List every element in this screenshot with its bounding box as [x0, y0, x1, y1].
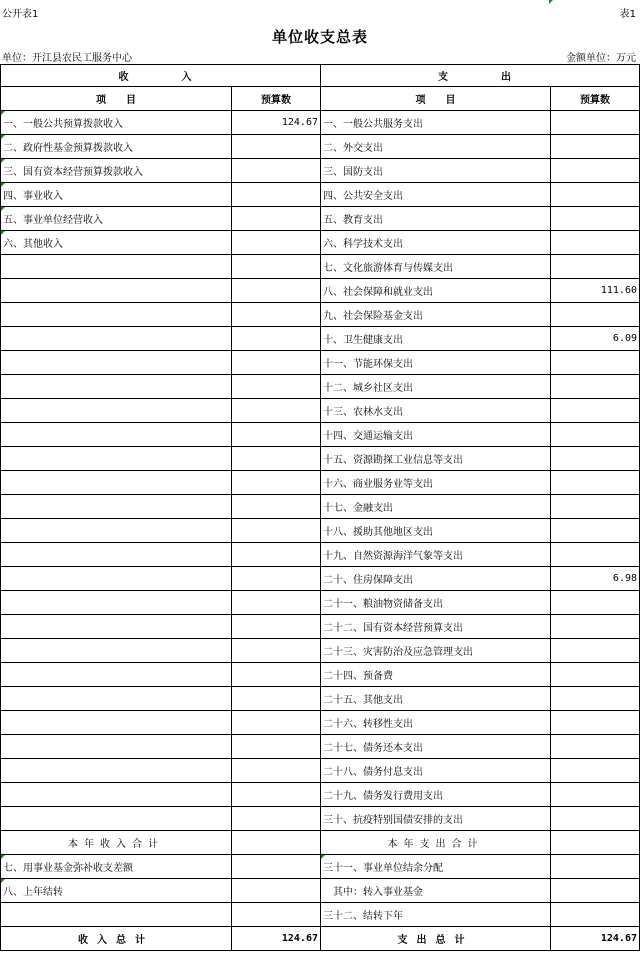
income-item-label [1, 663, 232, 687]
expense-subtotal-label: 本年支出合计 [321, 831, 551, 855]
expense-item-label: 五、教育支出 [321, 207, 551, 231]
income-item-header: 项 目 [1, 87, 232, 111]
expense-item-label: 二十八、债务付息支出 [321, 759, 551, 783]
table-row [1, 327, 640, 351]
income-section-header: 收 入 [1, 65, 321, 87]
income-item-amount [232, 303, 321, 327]
expense-item-label: 二十、住房保障支出 [321, 567, 551, 591]
table-row [1, 447, 640, 471]
expense-item-amount [551, 255, 640, 279]
income-item-label: 五、事业单位经营收入 [1, 207, 232, 231]
expense-item-label: 二十三、灾害防治及应急管理支出 [321, 639, 551, 663]
expense-item-amount [551, 471, 640, 495]
expense-item-amount [551, 615, 640, 639]
expense-item-label: 三、国防支出 [321, 159, 551, 183]
income-item-amount [232, 687, 321, 711]
income-item-amount [232, 375, 321, 399]
expense-item-label: 二十六、转移性支出 [321, 711, 551, 735]
income-item-label [1, 591, 232, 615]
income-item-label [1, 639, 232, 663]
income-item-label [1, 447, 232, 471]
income-item-label [1, 711, 232, 735]
income-item-amount [232, 855, 321, 879]
income-budget-header: 预算数 [232, 87, 321, 111]
expense-item-amount: 6.09 [551, 327, 640, 351]
table-row [1, 255, 640, 279]
income-item-label [1, 735, 232, 759]
income-item-label [1, 495, 232, 519]
expense-total-label: 支出总计 [321, 927, 551, 951]
amount-unit: 金额单位：万元 [566, 53, 636, 64]
expense-item-amount [551, 399, 640, 423]
table-row [1, 615, 640, 639]
cell-marker [549, 0, 553, 4]
income-item-amount [232, 255, 321, 279]
expense-item-amount [551, 183, 640, 207]
income-item-label: 六、其他收入 [1, 231, 232, 255]
income-item-amount [232, 447, 321, 471]
income-item-amount [232, 207, 321, 231]
expense-item-label: 三十、抗疫特别国债安排的支出 [321, 807, 551, 831]
income-item-label [1, 759, 232, 783]
table-row [1, 471, 640, 495]
table-row [1, 519, 640, 543]
income-item-label [1, 423, 232, 447]
income-item-label [1, 471, 232, 495]
page-title: 单位收支总表 [271, 28, 368, 46]
income-item-amount [232, 231, 321, 255]
expense-item-label: 十、卫生健康支出 [321, 327, 551, 351]
income-item-amount [232, 135, 321, 159]
expense-item-amount [551, 135, 640, 159]
income-item-amount [232, 735, 321, 759]
table-row [1, 687, 640, 711]
income-item-label: 四、事业收入 [1, 183, 232, 207]
expense-item-label: 十一、节能环保支出 [321, 351, 551, 375]
expense-item-amount [551, 783, 640, 807]
income-item-amount [232, 783, 321, 807]
table-row [1, 903, 640, 927]
income-item-amount [232, 183, 321, 207]
expense-item-amount [551, 759, 640, 783]
income-item-label: 八、上年结转 [1, 879, 232, 903]
income-item-amount [232, 879, 321, 903]
table-row [1, 231, 640, 255]
expense-item-label: 三十二、结转下年 [321, 903, 551, 927]
income-item-amount [232, 807, 321, 831]
table-row [1, 711, 640, 735]
expense-item-amount [551, 879, 640, 903]
expense-item-label: 三十一、事业单位结余分配 [321, 855, 551, 879]
table-row [1, 567, 640, 591]
expense-item-amount [551, 303, 640, 327]
section-header-row [1, 65, 640, 87]
income-item-amount [232, 543, 321, 567]
income-item-label [1, 687, 232, 711]
expense-item-label: 四、公共安全支出 [321, 183, 551, 207]
expense-item-amount [551, 159, 640, 183]
expense-item-label: 二十一、粮油物资储备支出 [321, 591, 551, 615]
income-item-label: 七、用事业基金弥补收支差额 [1, 855, 232, 879]
budget-table [0, 64, 640, 951]
table-row [1, 135, 640, 159]
expense-item-amount [551, 495, 640, 519]
expense-item-label: 二十二、国有资本经营预算支出 [321, 615, 551, 639]
expense-item-label: 十二、城乡社区支出 [321, 375, 551, 399]
expense-item-label: 十八、援助其他地区支出 [321, 519, 551, 543]
expense-item-label: 二、外交支出 [321, 135, 551, 159]
expense-item-amount [551, 375, 640, 399]
income-item-amount [232, 495, 321, 519]
income-total-amount: 124.67 [232, 927, 321, 951]
income-item-label: 三、国有资本经营预算拨款收入 [1, 159, 232, 183]
income-item-label [1, 783, 232, 807]
income-item-label [1, 567, 232, 591]
income-item-label: 一、一般公共预算拨款收入 [1, 111, 232, 135]
subtotal-row [1, 831, 640, 855]
expense-item-amount [551, 903, 640, 927]
income-item-amount [232, 903, 321, 927]
expense-item-amount [551, 447, 640, 471]
table-row [1, 375, 640, 399]
table-row [1, 663, 640, 687]
income-item-label [1, 807, 232, 831]
table-row [1, 159, 640, 183]
expense-item-label: 十六、商业服务业等支出 [321, 471, 551, 495]
income-item-label [1, 399, 232, 423]
expense-item-label: 十三、农林水支出 [321, 399, 551, 423]
table-row [1, 111, 640, 135]
expense-item-label: 二十七、债务还本支出 [321, 735, 551, 759]
income-item-amount [232, 759, 321, 783]
income-item-amount: 124.67 [232, 111, 321, 135]
table-row [1, 543, 640, 567]
table-row [1, 591, 640, 615]
income-item-label [1, 327, 232, 351]
expense-item-label: 九、社会保险基金支出 [321, 303, 551, 327]
expense-item-amount [551, 711, 640, 735]
expense-item-amount [551, 543, 640, 567]
income-item-label [1, 615, 232, 639]
income-item-amount [232, 663, 321, 687]
income-item-amount [232, 423, 321, 447]
expense-item-amount [551, 231, 640, 255]
expense-item-label: 二十四、预备费 [321, 663, 551, 687]
income-item-label: 二、政府性基金预算拨款收入 [1, 135, 232, 159]
expense-item-label: 七、文化旅游体育与传媒支出 [321, 255, 551, 279]
income-item-amount [232, 279, 321, 303]
table-row [1, 735, 640, 759]
expense-item-label: 十九、自然资源海洋气象等支出 [321, 543, 551, 567]
table-row [1, 783, 640, 807]
table-row [1, 639, 640, 663]
income-item-label [1, 903, 232, 927]
expense-item-header: 项 目 [321, 87, 551, 111]
income-item-amount [232, 159, 321, 183]
table-row [1, 399, 640, 423]
table-row [1, 879, 640, 903]
expense-section-header: 支 出 [321, 65, 640, 87]
table-row [1, 183, 640, 207]
table-row [1, 423, 640, 447]
column-header-row [1, 87, 640, 111]
expense-item-amount [551, 663, 640, 687]
table-row [1, 279, 640, 303]
table-row [1, 495, 640, 519]
expense-item-label: 十五、资源勘探工业信息等支出 [321, 447, 551, 471]
expense-item-amount [551, 639, 640, 663]
table-row [1, 807, 640, 831]
unit-name: 单位：开江县农民工服务中心 [2, 53, 132, 64]
expense-budget-header: 预算数 [551, 87, 640, 111]
income-item-amount [232, 519, 321, 543]
income-item-amount [232, 351, 321, 375]
expense-item-amount [551, 807, 640, 831]
income-item-label [1, 255, 232, 279]
income-item-amount [232, 399, 321, 423]
income-subtotal-amount [232, 831, 321, 855]
expense-item-label: 八、社会保障和就业支出 [321, 279, 551, 303]
expense-item-label: 一、一般公共服务支出 [321, 111, 551, 135]
expense-item-label: 十七、金融支出 [321, 495, 551, 519]
expense-item-amount: 6.98 [551, 567, 640, 591]
expense-item-amount [551, 735, 640, 759]
income-item-amount [232, 327, 321, 351]
total-row [1, 927, 640, 951]
table-row [1, 351, 640, 375]
expense-item-amount [551, 111, 640, 135]
income-total-label: 收入总计 [1, 927, 232, 951]
income-item-amount [232, 711, 321, 735]
expense-item-amount [551, 207, 640, 231]
expense-item-label: 其中：转入事业基金 [321, 879, 551, 903]
expense-total-amount: 124.67 [551, 927, 640, 951]
table-row [1, 759, 640, 783]
income-item-label [1, 375, 232, 399]
expense-item-label: 六、科学技术支出 [321, 231, 551, 255]
expense-item-amount [551, 351, 640, 375]
income-item-label [1, 351, 232, 375]
expense-item-amount [551, 687, 640, 711]
expense-item-amount [551, 591, 640, 615]
expense-item-label: 二十五、其他支出 [321, 687, 551, 711]
expense-item-amount [551, 423, 640, 447]
expense-subtotal-amount [551, 831, 640, 855]
income-subtotal-label: 本年收入合计 [1, 831, 232, 855]
income-item-label [1, 303, 232, 327]
table-row [1, 303, 640, 327]
income-item-amount [232, 471, 321, 495]
income-item-amount [232, 615, 321, 639]
expense-item-label: 十四、交通运输支出 [321, 423, 551, 447]
expense-item-amount: 111.60 [551, 279, 640, 303]
income-item-label [1, 279, 232, 303]
income-item-amount [232, 639, 321, 663]
income-item-amount [232, 567, 321, 591]
expense-item-label: 二十九、债务发行费用支出 [321, 783, 551, 807]
income-item-label [1, 543, 232, 567]
expense-item-amount [551, 519, 640, 543]
income-item-amount [232, 591, 321, 615]
expense-item-amount [551, 855, 640, 879]
table-number: 表1 [619, 9, 636, 20]
table-row [1, 207, 640, 231]
table-row [1, 855, 640, 879]
income-item-label [1, 519, 232, 543]
public-table-label: 公开表1 [2, 9, 39, 20]
